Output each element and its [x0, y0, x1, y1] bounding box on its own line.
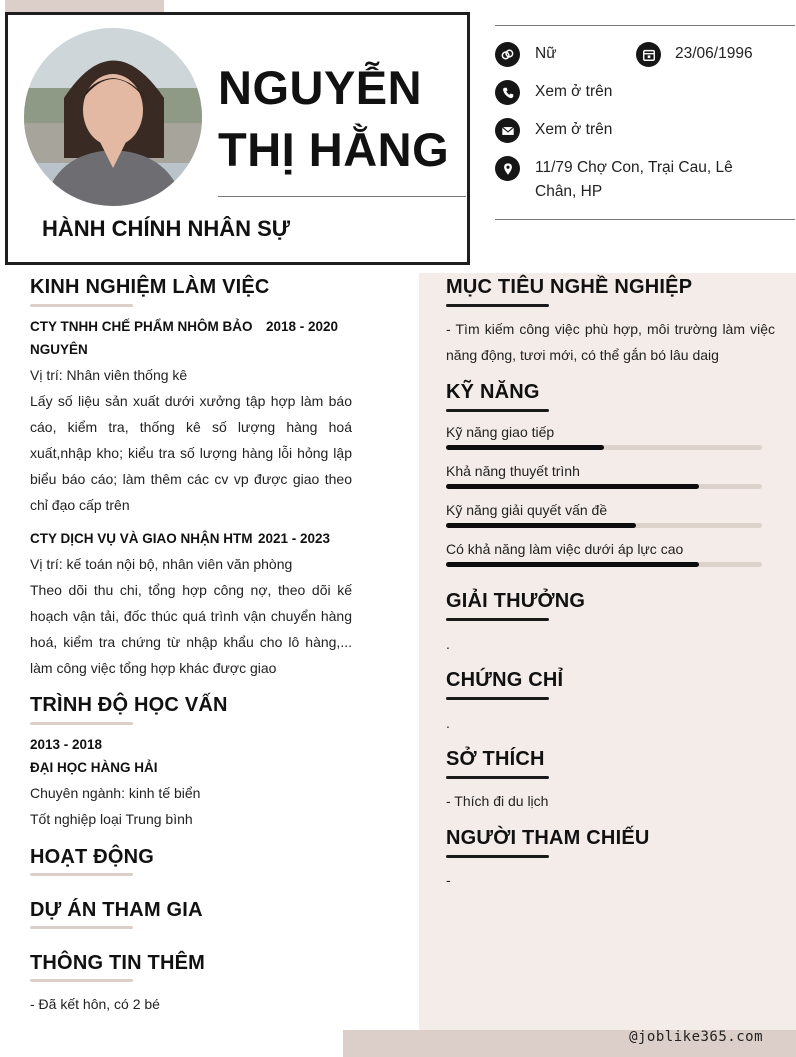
education-underline — [30, 722, 133, 725]
experience-title: KINH NGHIỆM LÀM VIỆC — [30, 276, 270, 298]
name-line-1: NGUYỄN — [218, 61, 423, 114]
education-period: 2013 - 2018 — [30, 737, 103, 752]
watermark: @joblike365.com — [629, 1029, 763, 1045]
job-2-period: 2021 - 2023 — [258, 531, 331, 546]
phone-icon — [495, 80, 520, 105]
address-line-2: Chân, HP — [535, 183, 603, 200]
education-title: TRÌNH ĐỘ HỌC VẤN — [30, 694, 228, 716]
skill-label: Kỹ năng giải quyết vấn đề — [446, 502, 608, 518]
skill-label: Có khả năng làm việc dưới áp lực cao — [446, 541, 684, 557]
email-value: Xem ở trên — [535, 121, 613, 138]
address-value — [535, 156, 755, 204]
job-2-description: Theo dõi thu chi, tổng hợp công nợ, theo dõi kế hoạch vận tải, đốc thúc quá trình vận chuyển hàng hoá, kiểm tra chứng từ nhập khẩu cho lô hàng,... làm công việc tổng hợp khác được giao — [30, 582, 352, 676]
skill-bar-track — [446, 562, 762, 567]
more-info-text: - Đã kết hôn, có 2 bé — [30, 996, 160, 1012]
job-1-description: Lấy số liệu sản xuất dưới xưởng tập hợp làm báo cáo, kiểm tra, thống kê số lượng hàng hoá xuất,nhập kho; kiểu tra số lượng hàng lỗi hỏng lập biểu báo cáo; làm thêm các cv vp được giao theo chỉ đạo cấp trên — [30, 393, 352, 513]
projects-title: DỰ ÁN THAM GIA — [30, 899, 203, 921]
name-divider — [218, 196, 466, 197]
education-grade: Tốt nghiệp loại Trung bình — [30, 811, 193, 827]
candidate-name — [218, 57, 449, 181]
skills-underline — [446, 409, 549, 412]
skill-bar-track — [446, 484, 762, 489]
address-line-1: 11/79 Chợ Con, Trại Cau, Lê — [535, 159, 733, 176]
hobbies-underline — [446, 776, 549, 779]
skill-bar-fill — [446, 562, 699, 567]
objective-underline — [446, 304, 549, 307]
hobbies-title: SỞ THÍCH — [446, 748, 545, 770]
certificates-title: CHỨNG CHỈ — [446, 669, 564, 691]
job-1-company-line-2: NGUYÊN — [30, 342, 88, 357]
job-title: HÀNH CHÍNH NHÂN SỰ — [42, 216, 291, 241]
job-1-company-line-1: CTY TNHH CHẾ PHẨM NHÔM BẢO — [30, 319, 253, 334]
experience-underline — [30, 304, 133, 307]
objective-text: - Tìm kiếm công việc phù hợp, môi trường làm việc năng động, tươi mới, có thể gắn bó lâu daig — [446, 321, 775, 363]
dob-value: 23/06/1996 — [675, 45, 753, 62]
gender-value: Nữ — [535, 45, 557, 62]
calendar-icon — [636, 42, 661, 67]
skill-bar-fill — [446, 484, 699, 489]
name-line-2: THỊ HẰNG — [218, 123, 450, 176]
location-icon — [495, 156, 520, 181]
more-info-title: THÔNG TIN THÊM — [30, 952, 206, 974]
phone-value: Xem ở trên — [535, 83, 613, 100]
skill-bar-track — [446, 445, 762, 450]
awards-title: GIẢI THƯỞNG — [446, 590, 586, 612]
job-2-position: Vị trí: kế toán nội bộ, nhân viên văn phòng — [30, 556, 293, 572]
objective-title: MỤC TIÊU NGHỀ NGHIỆP — [446, 276, 693, 298]
references-title: NGƯỜI THAM CHIẾU — [446, 827, 650, 849]
certificates-underline — [446, 697, 549, 700]
skill-label: Kỹ năng giao tiếp — [446, 424, 555, 440]
avatar-photo — [24, 28, 202, 206]
skill-bar-fill — [446, 523, 636, 528]
references-underline — [446, 855, 549, 858]
education-major: Chuyên ngành: kinh tế biển — [30, 785, 201, 801]
awards-text: . — [446, 636, 450, 652]
more-info-underline — [30, 979, 133, 982]
education-school: ĐẠI HỌC HÀNG HẢI — [30, 760, 158, 775]
skills-title: KỸ NĂNG — [446, 381, 540, 403]
certificates-text: . — [446, 715, 450, 731]
awards-underline — [446, 618, 549, 621]
projects-underline — [30, 926, 133, 929]
gender-icon — [495, 42, 520, 67]
job-1-position: Vị trí: Nhân viên thống kê — [30, 367, 188, 383]
avatar — [24, 28, 202, 206]
skill-label: Khả năng thuyết trình — [446, 463, 580, 479]
job-1-company — [30, 315, 260, 361]
activities-underline — [30, 873, 133, 876]
contact-divider-bottom — [495, 219, 795, 220]
hobbies-text: - Thích đi du lịch — [446, 793, 549, 809]
contact-divider-top — [495, 25, 795, 26]
skill-bar-fill — [446, 445, 604, 450]
references-text: - — [446, 872, 451, 888]
skill-bar-track — [446, 523, 762, 528]
email-icon — [495, 118, 520, 143]
activities-title: HOẠT ĐỘNG — [30, 846, 155, 868]
job-2-company: CTY DỊCH VỤ VÀ GIAO NHẬN HTM — [30, 531, 253, 546]
job-1-period: 2018 - 2020 — [266, 319, 339, 334]
